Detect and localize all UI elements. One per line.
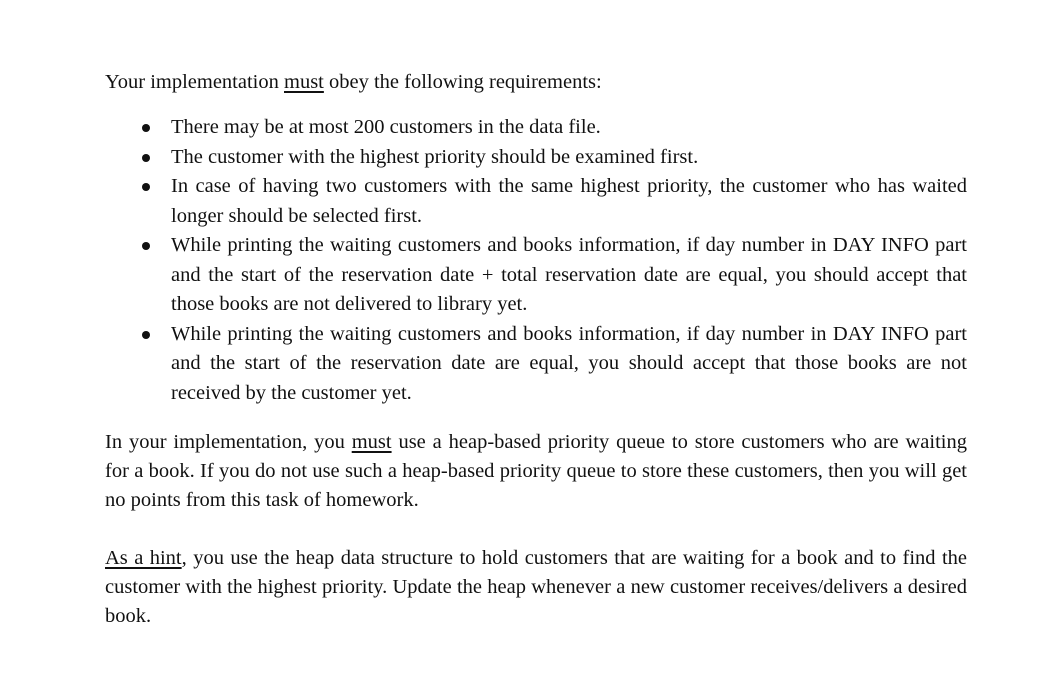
hint-paragraph — [105, 544, 967, 631]
requirement-text: While printing the waiting customers and books information, if day number in DAY INFO part and the start of the reservation date + total reservation date are equal, you should accept that those books are not delivered to library yet. — [171, 234, 967, 315]
requirement-item — [105, 172, 967, 231]
requirement-text: There may be at most 200 customers in the data file. — [171, 116, 601, 138]
requirement-item — [105, 143, 967, 173]
requirement-text: While printing the waiting customers and books information, if day number in DAY INFO part and the start of the reservation date are equal, you should accept that those books are not received by the customer yet. — [171, 322, 967, 404]
requirement-text: The customer with the highest priority should be examined first. — [171, 145, 699, 168]
bullet-icon — [142, 154, 150, 162]
document-page — [105, 68, 967, 631]
heap-text-before: In your implementation, you — [105, 431, 352, 453]
heap-requirement-paragraph — [105, 428, 967, 515]
hint-text-after: , you use the heap data structure to hold customers that are waiting for a book and to find the customer with the highest priority. Update the heap whenever a new customer receives/delivers a desired book. — [105, 547, 967, 627]
requirement-text: In case of having two customers with the same highest priority, the customer who has waited longer should be selected first. — [171, 175, 967, 227]
heap-text-after: use a heap-based priority queue to store customers who are waiting for a book. If you do not use such a heap-based priority queue to store these customers, then you will get no points from this task of homework. — [105, 431, 967, 511]
bullet-icon — [142, 183, 150, 191]
requirement-item — [105, 113, 967, 143]
intro-text-after: obey the following requirements: — [323, 71, 602, 93]
requirements-list — [105, 113, 967, 408]
intro-text-before: Your implementation — [105, 71, 284, 93]
bullet-icon — [142, 124, 150, 132]
bullet-icon — [142, 242, 150, 250]
requirement-item — [105, 320, 967, 409]
requirements-intro — [105, 68, 967, 97]
heap-emphasis: must — [351, 431, 392, 453]
requirement-item — [105, 231, 967, 320]
intro-emphasis: must — [284, 71, 324, 93]
bullet-icon — [142, 331, 150, 339]
hint-emphasis: As a hint — [105, 547, 182, 569]
